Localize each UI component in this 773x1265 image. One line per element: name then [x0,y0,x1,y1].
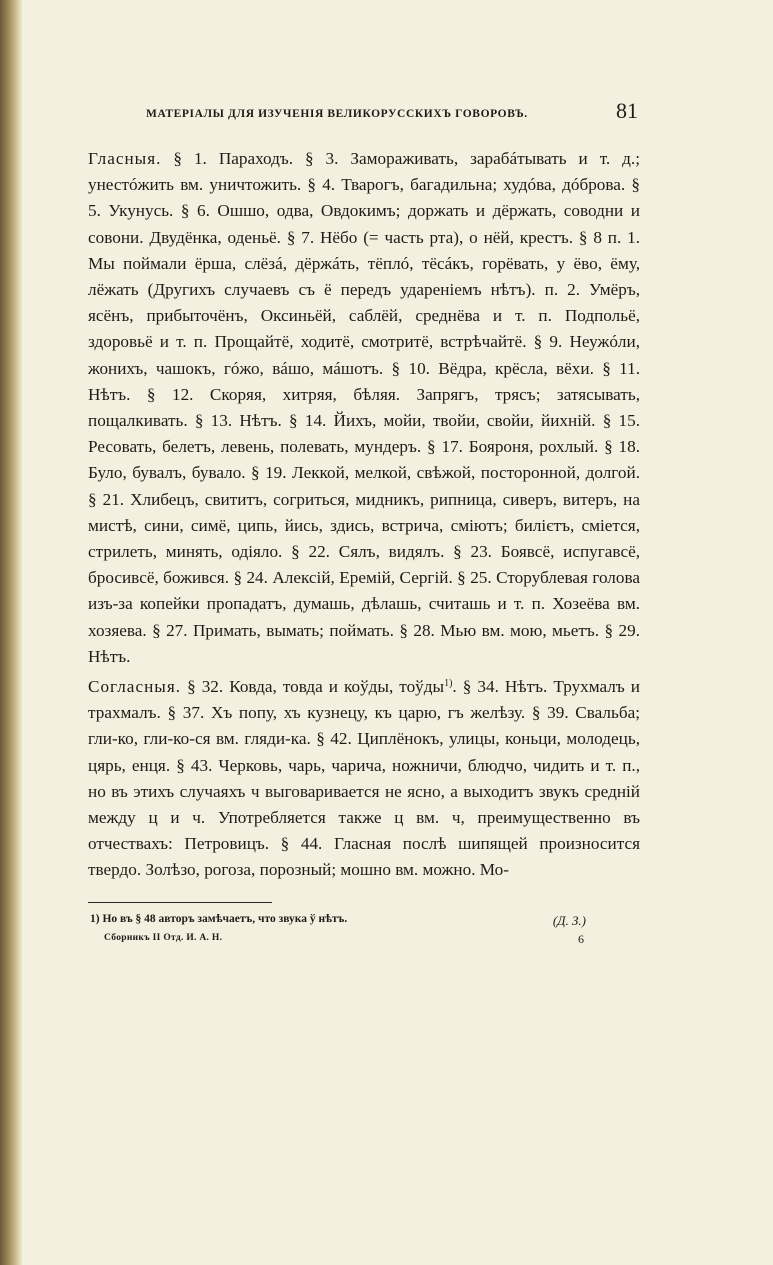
footnote-divider [88,902,272,903]
vowels-label: Гласныя. [88,149,162,168]
running-title: МАТЕРІАЛЫ ДЛЯ ИЗУЧЕНІЯ ВЕЛИКОРУССКИХЪ ГОВОРОВЪ. [146,108,528,120]
vowels-text: § 1. Параходъ. § 3. Замораживать, зарабáтывать и т. д.; унестóжить вм. уничтожить. § 4. Тварогъ, багадильна; худóва, дóброва. § 5. Укунусь. § 6. Ошшо, одва, Овдокимъ; доржать и дёржать, соводни и совони. Двудёнка, оденьё. § 7. Нёбо (= часть рта), о нёй, крестъ. § 8 п. 1. Мы поймали ёрша, слёзá, дёржáть, тёплó, тёсáкъ, горёвать, у ёво, ёму, лёжать (Другихъ случаевъ съ ё передъ удареніемъ нѣтъ). п. 2. Умёръ, ясёнъ, прибыточёнъ, Оксиньёй, саблёй, среднёва и т. п. Подпольё, здоровьё и т. п. Прощайтё, ходитё, смотритё, встрѣчайтё. § 9. Неужóли, жонихъ, чашокъ, гóжо, вáшо, мáшотъ. § 10. Вёдра, крёсла, вёхи. § 11. Нѣтъ. § 12. Скоряя, хитряя, бѣляя. Запрягъ, трясъ; затясывать, пощалкивать. § 13. Нѣтъ. § 14. Йихъ, мойи, твойи, свойи, йихній. § 15. Ресовать, белетъ, левень, полевать, мундеръ. § 17. Бояроня, рохлый. § 18. Було, бувалъ, бувало. § 19. Леккой, мелкой, свѣжой, посторонной, долгой. § 21. Хлибецъ, свититъ, согриться, мидникъ, рипница, сиверъ, витеръ, на мистѣ, сини, симё, ципь, йись, здись, встрича, сміютъ; билієтъ, сміется, стрилеть, минять, одіяло. § 22. Сялъ, видялъ. § 23. Боявсё, испугавсё, бросивсё, божився. § 24. Алексій, Еремій, Сергій. § 25. Сторублевая голова изъ-за копейки пропадатъ, думашь, дѣлашь, считашь и т. п. Хозеёва вм. хозяева. § 27. Примать, вымать; поймать. § 28. Мью вм. мою, мьетъ. § 29. Нѣтъ. [88,149,641,666]
running-header [88,96,640,132]
footnote-attribution: (Д. З.) [552,912,586,928]
printer-signature [88,933,640,951]
vowels-paragraph [88,146,640,670]
footnote-text: 1) Но въ § 48 авторъ замѣчаетъ, что звука ў нѣтъ. [90,912,348,925]
signature-text: Сборникъ II Отд. И. А. Н. [104,932,223,943]
book-spine-edge [0,0,22,1265]
signature-number: 6 [578,931,584,946]
consonants-text-start: § 32. Ковда, товда и коўды, тоўды [187,677,445,697]
footnote [88,913,640,933]
book-page [88,96,640,951]
consonants-label: Согласныя. [88,677,182,697]
footnote-reference: 1) [444,678,453,690]
consonants-text-rest: . § 34. Нѣтъ. Трухмалъ и трахмалъ. § 37. Хъ попу, хъ кузнецу, къ царю, гъ желѣзу. § 39. Свальба; гли-ко, гли-ко-ся вм. гляди-ка. § 42. Циплёнокъ, улицы, коньци, молодець, цярь, енця. § 43. Черковь, чарь, чарича, ножничи, блюдчо, чидить и т. п., но въ этихъ случаяхъ ч выговаривается не ясно, а выходитъ звукъ средній между ц и ч. Употребляется также ц вм. ч, преимущественно въ отчествахъ: Петровицъ. § 44. Гласная послѣ шипящей произносится твердо. Золѣзо, рогоза, порозный; мошно вм. можно. Мо- [88,677,641,880]
consonants-paragraph [88,674,640,884]
page-number: 81 [616,98,638,123]
